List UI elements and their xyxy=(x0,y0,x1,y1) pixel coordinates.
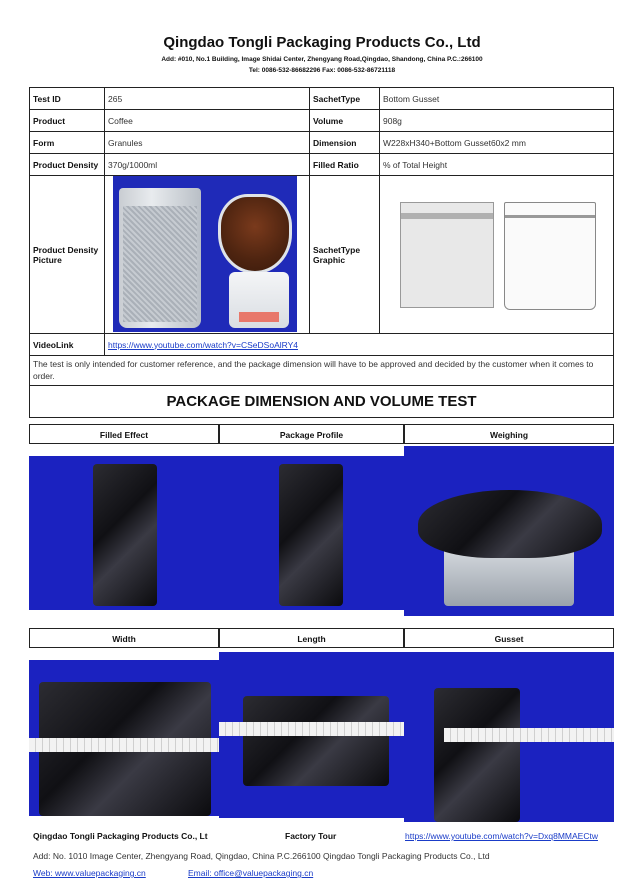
product-label: Product xyxy=(30,110,105,132)
footer-company: Qingdao Tongli Packaging Products Co., Lt xyxy=(33,831,208,841)
test-id-label: Test ID xyxy=(30,88,105,110)
volume-label: Volume xyxy=(310,110,380,132)
density-picture-label: Product Density Picture xyxy=(30,176,105,334)
density-value: 370g/1000ml xyxy=(105,154,310,176)
form-label: Form xyxy=(30,132,105,154)
filled-effect-header: Filled Effect xyxy=(29,424,219,444)
video-link[interactable]: https://www.youtube.com/watch?v=CSeDSoAlRY4 xyxy=(108,339,299,350)
bag-outline-view xyxy=(504,202,596,310)
measuring-beaker xyxy=(119,188,201,328)
gusset-photo xyxy=(404,652,614,822)
footer-contact xyxy=(33,868,314,878)
sachet-graphic-label: SachetType Graphic xyxy=(310,176,380,334)
length-header: Length xyxy=(219,628,404,648)
disclaimer-note: The test is only intended for customer reference, and the package dimension will have to be approved and decided by the customer when it comes to order. xyxy=(29,356,614,386)
dimension-value: W228xH340+Bottom Gusset60x2 mm xyxy=(380,132,614,154)
sachet-type-value: Bottom Gusset xyxy=(380,88,614,110)
density-photo xyxy=(113,176,297,332)
factory-tour-label: Factory Tour xyxy=(285,831,337,841)
factory-tour-link[interactable]: https://www.youtube.com/watch?v=Dxq8MMAECtw xyxy=(405,831,598,841)
package-profile-header: Package Profile xyxy=(219,424,404,444)
video-link-label: VideoLink xyxy=(30,334,105,356)
gusset-header: Gusset xyxy=(404,628,614,648)
email-link[interactable]: Email: office@valuepackaging.cn xyxy=(188,868,314,878)
coffee-bowl xyxy=(218,194,292,274)
width-header: Width xyxy=(29,628,219,648)
company-tel: Tel: 0086-532-86682296 Fax: 0086-532-86721118 xyxy=(248,67,396,74)
weighing-photo xyxy=(404,446,614,616)
filled-ratio-label: Filled Ratio xyxy=(310,154,380,176)
width-photo xyxy=(29,660,219,816)
product-value: Coffee xyxy=(105,110,310,132)
footer-address: Add: No. 1010 Image Center, Zhengyang Road, Qingdao, China P.C.266100 Qingdao Tongli Packaging Products Co., Ltd xyxy=(33,851,490,861)
sachet-graphic xyxy=(396,198,602,314)
dimension-label: Dimension xyxy=(310,132,380,154)
weighing-header: Weighing xyxy=(404,424,614,444)
bag-front-view xyxy=(400,202,494,308)
website-link[interactable]: Web: www.valuepackaging.cn xyxy=(33,868,146,878)
section-title: PACKAGE DIMENSION AND VOLUME TEST xyxy=(29,386,614,418)
density-label: Product Density xyxy=(30,154,105,176)
company-title: Qingdao Tongli Packaging Products Co., Ltd xyxy=(163,34,481,51)
filled-ratio-value: % of Total Height xyxy=(380,154,614,176)
test-id-value: 265 xyxy=(105,88,310,110)
video-link-cell xyxy=(105,334,614,356)
volume-value: 908g xyxy=(380,110,614,132)
weighing-scale xyxy=(229,272,289,328)
length-photo xyxy=(219,652,404,818)
filled-effect-photo xyxy=(29,456,219,610)
sachet-type-label: SachetType xyxy=(310,88,380,110)
company-address: Add: #010, No.1 Building, Image Shidai Center, Zhengyang Road,Qingdao, Shandong, China P.C.:266100 xyxy=(161,56,483,63)
package-profile-photo xyxy=(219,456,404,610)
form-value: Granules xyxy=(105,132,310,154)
